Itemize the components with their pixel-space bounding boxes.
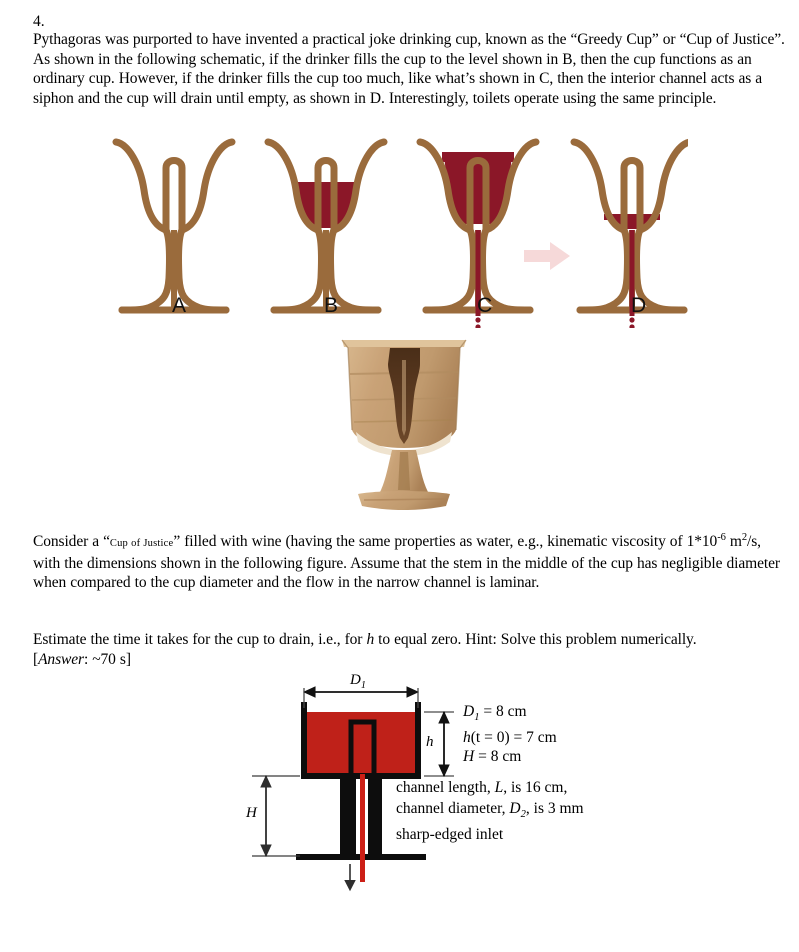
estimate-text-part1: Estimate the time it takes for the cup to drain, i.e., for (33, 631, 367, 648)
consider-text-part2: ” filled with wine (having the same properties as water, e.g., kinematic viscosity of 1*10 (173, 533, 718, 551)
cup-a (116, 142, 232, 310)
spec-row: $D_1 = 8$ cm (463, 703, 527, 724)
consider-text-part3: m (725, 533, 742, 551)
d1-dimension-label: $D_1$ (350, 672, 366, 691)
channel-row: channel length, L, is 16 cm, (396, 779, 568, 796)
spec-row: H = 8 cm (463, 748, 522, 766)
cup-diagram-svg (108, 138, 688, 328)
consider-paragraph (33, 528, 789, 593)
consider-text-part4: /s, with the dimensions shown in the following figure. Assume that the stem in the middle of the cup has negligible diameter when compared to the cup diameter and the flow in the narrow channel is laminar. (33, 533, 780, 592)
cup-photo-svg (334, 334, 474, 514)
answer-label: Answer (38, 650, 84, 668)
spec-row: h(t = 0) = 7 cm (463, 728, 557, 746)
meters-squared-exponent: 2 (741, 532, 747, 543)
channel-spec-list (396, 778, 584, 846)
cup-label-c: C (477, 294, 493, 317)
cup-label-d: D (631, 294, 647, 317)
cup-b (268, 142, 384, 310)
channel-right-wall (368, 774, 382, 860)
transition-arrow-icon (524, 242, 570, 270)
channel-left-wall (340, 774, 356, 860)
h-variable: h (366, 631, 375, 648)
cup-label-a: A (172, 294, 187, 317)
question-number: 4. (33, 13, 45, 30)
viscosity-exponent: -6 (717, 532, 726, 543)
channel-row: sharp-edged inlet (396, 826, 504, 844)
intro-paragraph: Pythagoras was purported to have invented a practical joke drinking cup, known as the “Greedy Cup” or “Cup of Justice”. As shown in the following schematic, if the drinker fills the cup to the level shown in B, then the cup functions as an ordinary cup. However, if the drinker fills the cup too much, like what’s shown in C, then the interior channel acts as a siphon and the cup will drain until empty, as shown in D. Interestingly, toilets operate using the same principle. (33, 31, 785, 107)
consider-text-part1: Consider a “ (33, 533, 110, 551)
estimate-text-part3: : ~70 s] (83, 650, 131, 668)
dimension-spec-list (463, 702, 557, 767)
cup-label-b: B (324, 294, 339, 317)
pythagorean-cup-photograph (334, 334, 474, 514)
greedy-cup-schematic-figure (108, 138, 688, 328)
h-dimension-label: h (426, 734, 434, 750)
H-dimension-label: H (246, 805, 257, 821)
estimate-paragraph (33, 630, 733, 669)
draining-stream (360, 774, 365, 882)
estimate-text-part2: to equal zero. Hint: Solve this problem numerically. [ (33, 631, 697, 668)
channel-row: channel diameter, $D_2$, is 3 mm (396, 799, 584, 820)
cup-of-justice-smallcaps: Cup of Justice (109, 538, 174, 550)
